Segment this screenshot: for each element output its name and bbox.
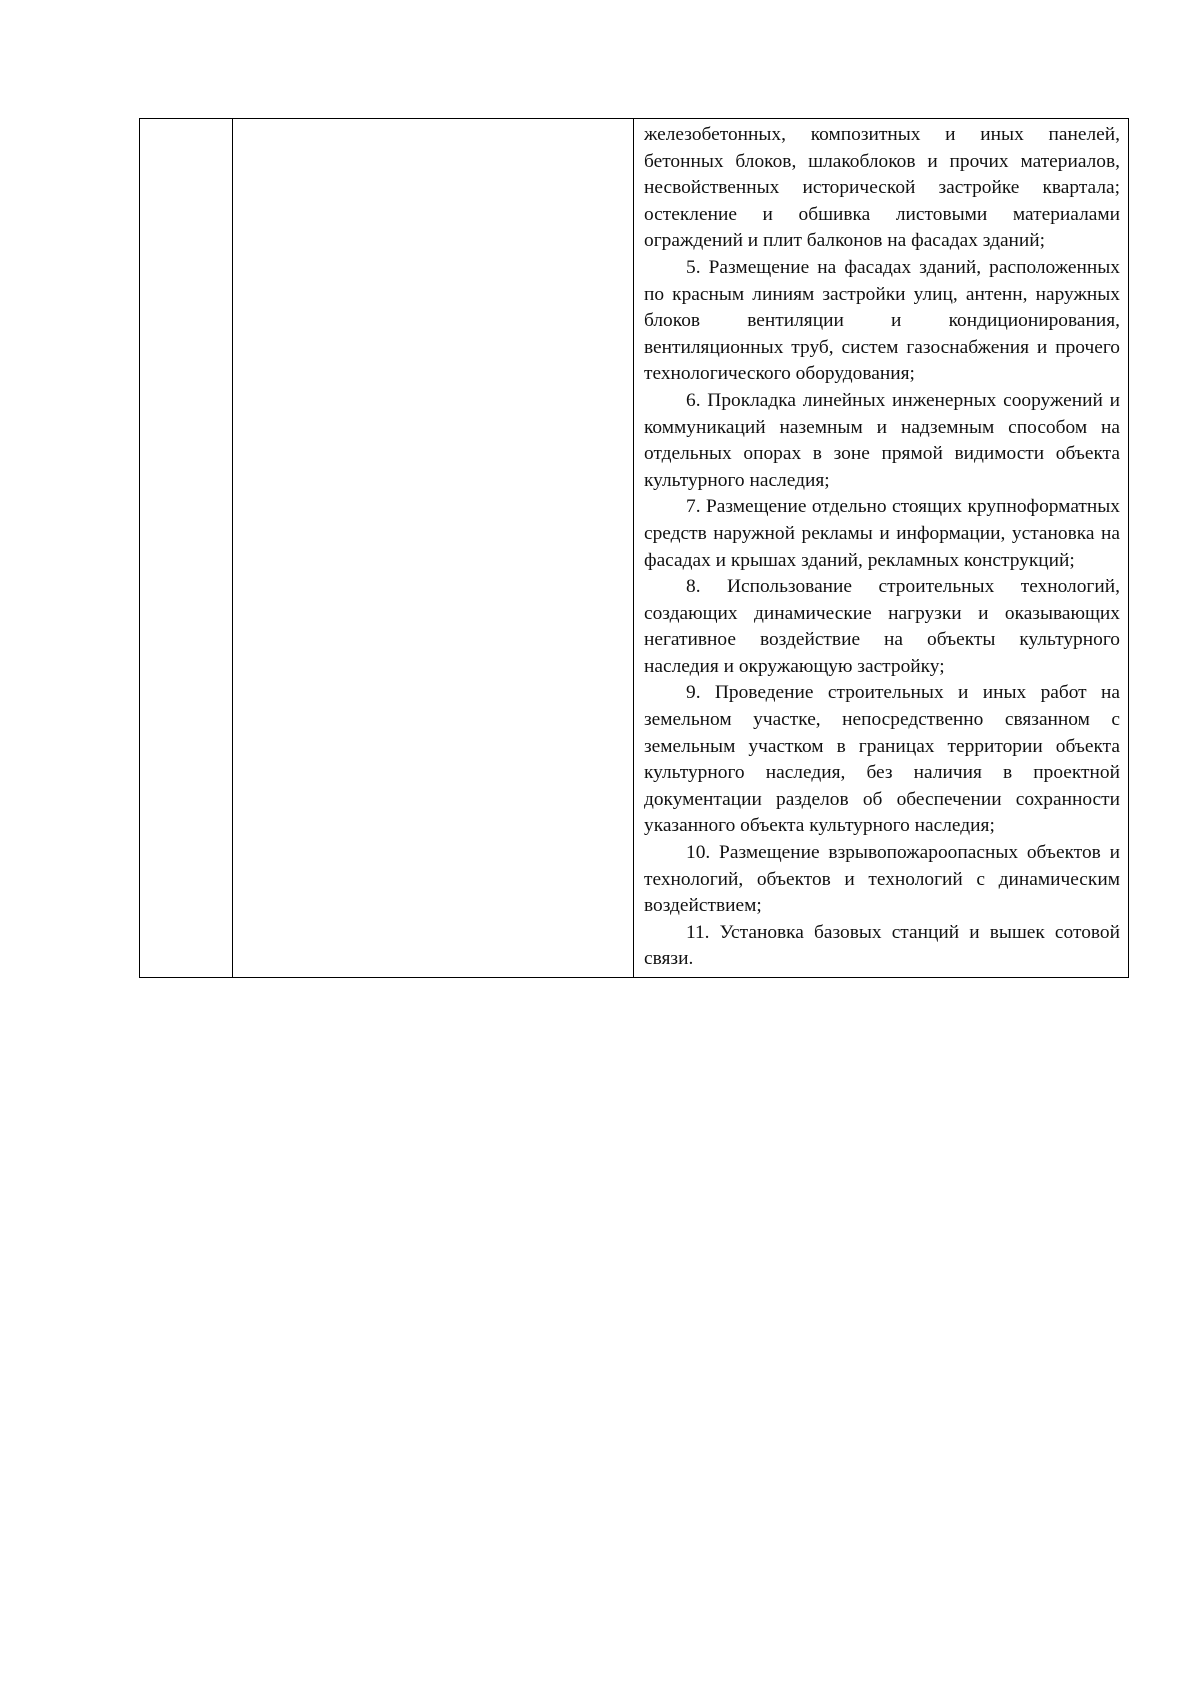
cell-zone-text [233, 119, 633, 126]
restrictions-table [139, 118, 1129, 978]
table-cell-restrictions [634, 119, 1129, 978]
restriction-paragraph: железобетонных, композитных и иных панелей, бетонных блоков, шлакоблоков и прочих материалов, несвойственных исторической застройке квартала; остекление и обшивка листовыми материалами ограждений и плит балконов на фасадах зданий; [644, 124, 1120, 252]
restriction-paragraph: 6. Прокладка линейных инженерных сооружений и коммуникаций наземным и надземным способом на отдельных опорах в зоне прямой видимости объекта культурного наследия; [644, 389, 1120, 491]
table-cell-number [140, 119, 233, 978]
restriction-paragraph: 5. Размещение на фасадах зданий, расположенных по красным линиям застройки улиц, антенн, наружных блоков вентиляции и кондиционирования, вентиляционных труб, систем газоснабжения и прочего технологического оборудования; [644, 256, 1120, 385]
restriction-paragraph: 11. Установка базовых станций и вышек сотовой связи. [644, 921, 1120, 970]
restriction-paragraph: 10. Размещение взрывопожароопасных объектов и технологий, объектов и технологий с динамическим воздействием; [644, 842, 1120, 917]
cell-number-text [140, 119, 232, 126]
table-row [140, 119, 1129, 978]
restriction-paragraph: 8. Использование строительных технологий, создающих динамические нагрузки и оказывающих негативное воздействие на объекты культурного наследия и окружающую застройку; [644, 576, 1120, 677]
restriction-paragraph: 9. Проведение строительных и иных работ на земельном участке, непосредственно связанном с земельным участком в границах территории объекта культурного наследия, без наличия в проектной документации разделов об обеспечении сохранности указанного объекта культурного наследия; [644, 682, 1120, 837]
restrictions-text-block [634, 119, 1128, 977]
restriction-paragraph: 7. Размещение отдельно стоящих крупноформатных средств наружной рекламы и информации, установка на фасадах и крышах зданий, рекламных конструкций; [644, 496, 1120, 571]
table-cell-zone [233, 119, 634, 978]
